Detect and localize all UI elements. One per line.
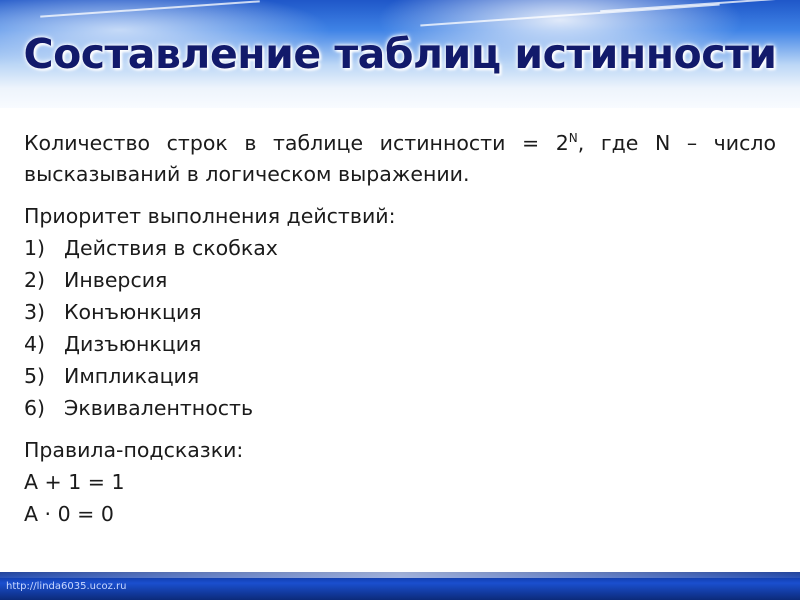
hints-section: [24, 434, 776, 530]
slide-body: [24, 128, 776, 530]
priority-item: [24, 296, 776, 328]
priority-heading: Приоритет выполнения действий:: [24, 204, 396, 228]
header-light-streak: [40, 0, 260, 17]
hint-rule: A + 1 = 1: [24, 470, 125, 494]
priority-item-number: 1): [24, 236, 46, 260]
footer-shine: [0, 572, 800, 578]
priority-item-number: 6): [24, 396, 46, 420]
intro-text-part1: Количество строк в таблице истинности = 2: [24, 131, 569, 155]
slide-title: Составление таблиц истинности: [23, 30, 777, 78]
intro-text-part2: , где N – число высказываний в логическом выражении.: [24, 131, 777, 186]
truth-table-rows-paragraph: [24, 128, 776, 190]
priority-item-number: 4): [24, 332, 46, 356]
priority-item: [24, 264, 776, 296]
hints-heading: Правила-подсказки:: [24, 438, 244, 462]
priority-item: [24, 232, 776, 264]
exponent-n: N: [568, 131, 578, 146]
priority-item-number: 2): [24, 268, 46, 292]
priority-list: [24, 232, 776, 424]
priority-item-text: Дизъюнкция: [64, 332, 202, 356]
priority-item-text: Действия в скобках: [64, 236, 278, 260]
slide-header: [0, 0, 800, 108]
priority-item-text: Инверсия: [64, 268, 168, 292]
priority-item: [24, 360, 776, 392]
priority-item-text: Импликация: [64, 364, 200, 388]
priority-item: [24, 392, 776, 424]
footer-url: http://linda6035.ucoz.ru: [6, 581, 127, 592]
priority-item: [24, 328, 776, 360]
hint-rule: A · 0 = 0: [24, 502, 114, 526]
slide-footer: [0, 572, 800, 600]
priority-section: [24, 200, 776, 424]
priority-item-number: 3): [24, 300, 46, 324]
priority-item-text: Конъюнкция: [64, 300, 202, 324]
priority-item-text: Эквивалентность: [64, 396, 254, 420]
priority-item-number: 5): [24, 364, 46, 388]
